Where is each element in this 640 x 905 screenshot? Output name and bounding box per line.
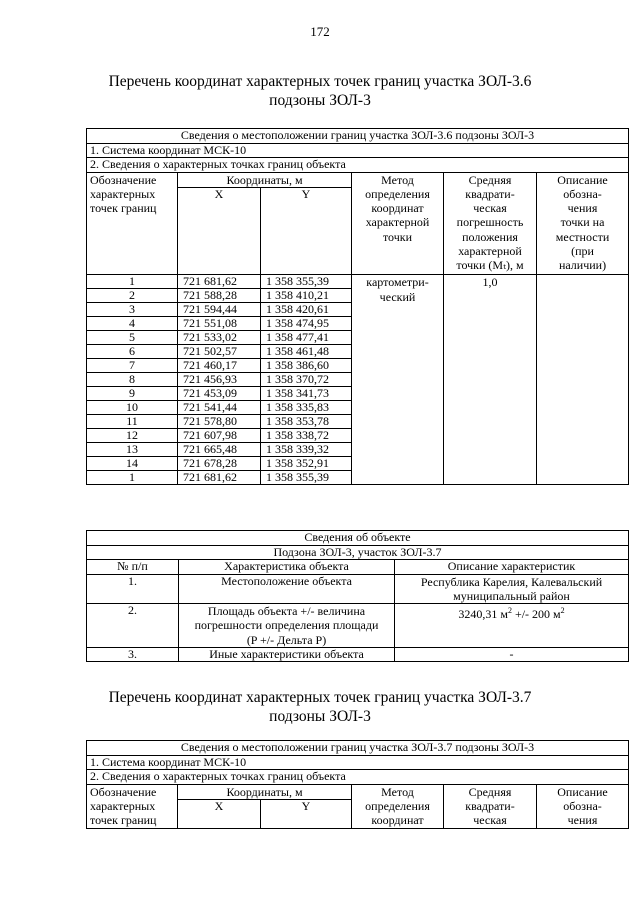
point-x: 721 588,28 [178, 288, 261, 302]
point-number: 12 [87, 428, 178, 442]
point-x: 721 681,62 [178, 470, 261, 484]
point-y: 1 358 341,73 [261, 386, 352, 400]
object-info-title: Сведения об объекте [87, 531, 629, 546]
table-title: Сведения о местоположении границ участка ЗОЛ-3.7 подзоны ЗОЛ-3 [87, 741, 629, 756]
method-header: Метод определения координат [352, 784, 444, 828]
point-x: 721 502,57 [178, 344, 261, 358]
point-x: 721 665,48 [178, 442, 261, 456]
point-x: 721 460,17 [178, 358, 261, 372]
designation-header: Обозначение характерных точек границ [87, 784, 178, 828]
section2-title-line1: Перечень координат характерных точек границ участка ЗОЛ-3.7 [108, 689, 532, 706]
point-x: 721 541,44 [178, 400, 261, 414]
error-value: 1,0 [444, 274, 537, 484]
row-char: Местоположение объекта [179, 574, 395, 603]
point-y: 1 358 461,48 [261, 344, 352, 358]
row-desc: Республика Карелия, Калевальский муниципальный район [395, 574, 629, 603]
point-y: 1 358 420,61 [261, 302, 352, 316]
x-header: X [178, 187, 261, 274]
point-y: 1 358 410,21 [261, 288, 352, 302]
coordinates-table-zol-3-7 [86, 740, 629, 829]
section2-heading [0, 688, 640, 726]
error-header: Средняя квадрати- ческая [444, 784, 537, 828]
point-y: 1 358 353,78 [261, 414, 352, 428]
error-header: Средняя квадрати- ческая погрешность положения характерной точки (Mₜ), м [444, 172, 537, 274]
point-y: 1 358 355,39 [261, 470, 352, 484]
points-section-label: 2. Сведения о характерных точках границ объекта [87, 770, 629, 785]
point-number: 2 [87, 288, 178, 302]
point-number: 13 [87, 442, 178, 456]
page-number: 172 [310, 24, 330, 39]
description-header: Описание обозна- чения точки на местности (при наличии) [537, 172, 629, 274]
point-x: 721 678,28 [178, 456, 261, 470]
row-num: 2. [87, 604, 179, 648]
section2-title-line2: подзоны ЗОЛ-3 [269, 708, 371, 725]
object-info-subtitle: Подзона ЗОЛ-3, участок ЗОЛ-3.7 [87, 545, 629, 560]
char-header: Характеристика объекта [179, 560, 395, 575]
section1-heading [0, 72, 640, 110]
x-header: X [178, 799, 261, 828]
point-x: 721 551,08 [178, 316, 261, 330]
point-x: 721 533,02 [178, 330, 261, 344]
coordinates-header: Координаты, м [178, 784, 352, 799]
points-section-label: 2. Сведения о характерных точках границ объекта [87, 158, 629, 173]
row-num: 1. [87, 574, 179, 603]
point-number: 7 [87, 358, 178, 372]
desc-header: Описание характеристик [395, 560, 629, 575]
point-y: 1 358 335,83 [261, 400, 352, 414]
point-number: 11 [87, 414, 178, 428]
y-header: Y [261, 799, 352, 828]
row-num: 3. [87, 647, 179, 662]
y-header: Y [261, 187, 352, 274]
coordinate-system: 1. Система координат МСК-10 [87, 755, 629, 770]
point-y: 1 358 386,60 [261, 358, 352, 372]
point-y: 1 358 370,72 [261, 372, 352, 386]
point-y: 1 358 338,72 [261, 428, 352, 442]
point-y: 1 358 339,32 [261, 442, 352, 456]
description-value [537, 274, 629, 484]
row-char: Иные характеристики объекта [179, 647, 395, 662]
point-x: 721 456,93 [178, 372, 261, 386]
point-x: 721 607,98 [178, 428, 261, 442]
table-row [87, 274, 629, 288]
point-x: 721 578,80 [178, 414, 261, 428]
point-number: 4 [87, 316, 178, 330]
point-number: 5 [87, 330, 178, 344]
object-info-table [86, 530, 629, 662]
point-x: 721 453,09 [178, 386, 261, 400]
point-number: 8 [87, 372, 178, 386]
row-desc: 3240,31 $м^2$ +/- 200 $м^2$ [395, 604, 629, 648]
point-x: 721 594,44 [178, 302, 261, 316]
coordinates-header: Координаты, м [178, 172, 352, 187]
coordinates-table-zol-3-6 [86, 128, 629, 485]
row-char: Площадь объекта +/- величина погрешности определения площади (P +/- Дельта P) [179, 604, 395, 648]
table-title: Сведения о местоположении границ участка ЗОЛ-3.6 подзоны ЗОЛ-3 [87, 129, 629, 144]
section1-title-line1: Перечень координат характерных точек границ участка ЗОЛ-3.6 [108, 73, 532, 90]
description-header: Описание обозна- чения [537, 784, 629, 828]
coordinate-system: 1. Система координат МСК-10 [87, 143, 629, 158]
point-x: 721 681,62 [178, 274, 261, 288]
point-y: 1 358 474,95 [261, 316, 352, 330]
point-number: 1 [87, 470, 178, 484]
point-number: 10 [87, 400, 178, 414]
point-number: 1 [87, 274, 178, 288]
method-header: Метод определения координат характерной точки [352, 172, 444, 274]
point-y: 1 358 352,91 [261, 456, 352, 470]
row-desc: - [395, 647, 629, 662]
point-number: 6 [87, 344, 178, 358]
point-number: 14 [87, 456, 178, 470]
point-y: 1 358 477,41 [261, 330, 352, 344]
point-number: 3 [87, 302, 178, 316]
point-y: 1 358 355,39 [261, 274, 352, 288]
designation-header: Обозначение характерных точек границ [87, 172, 178, 274]
section1-title-line2: подзоны ЗОЛ-3 [269, 92, 371, 109]
method-value: картометри- ческий [352, 274, 444, 484]
num-header: № п/п [87, 560, 179, 575]
point-number: 9 [87, 386, 178, 400]
